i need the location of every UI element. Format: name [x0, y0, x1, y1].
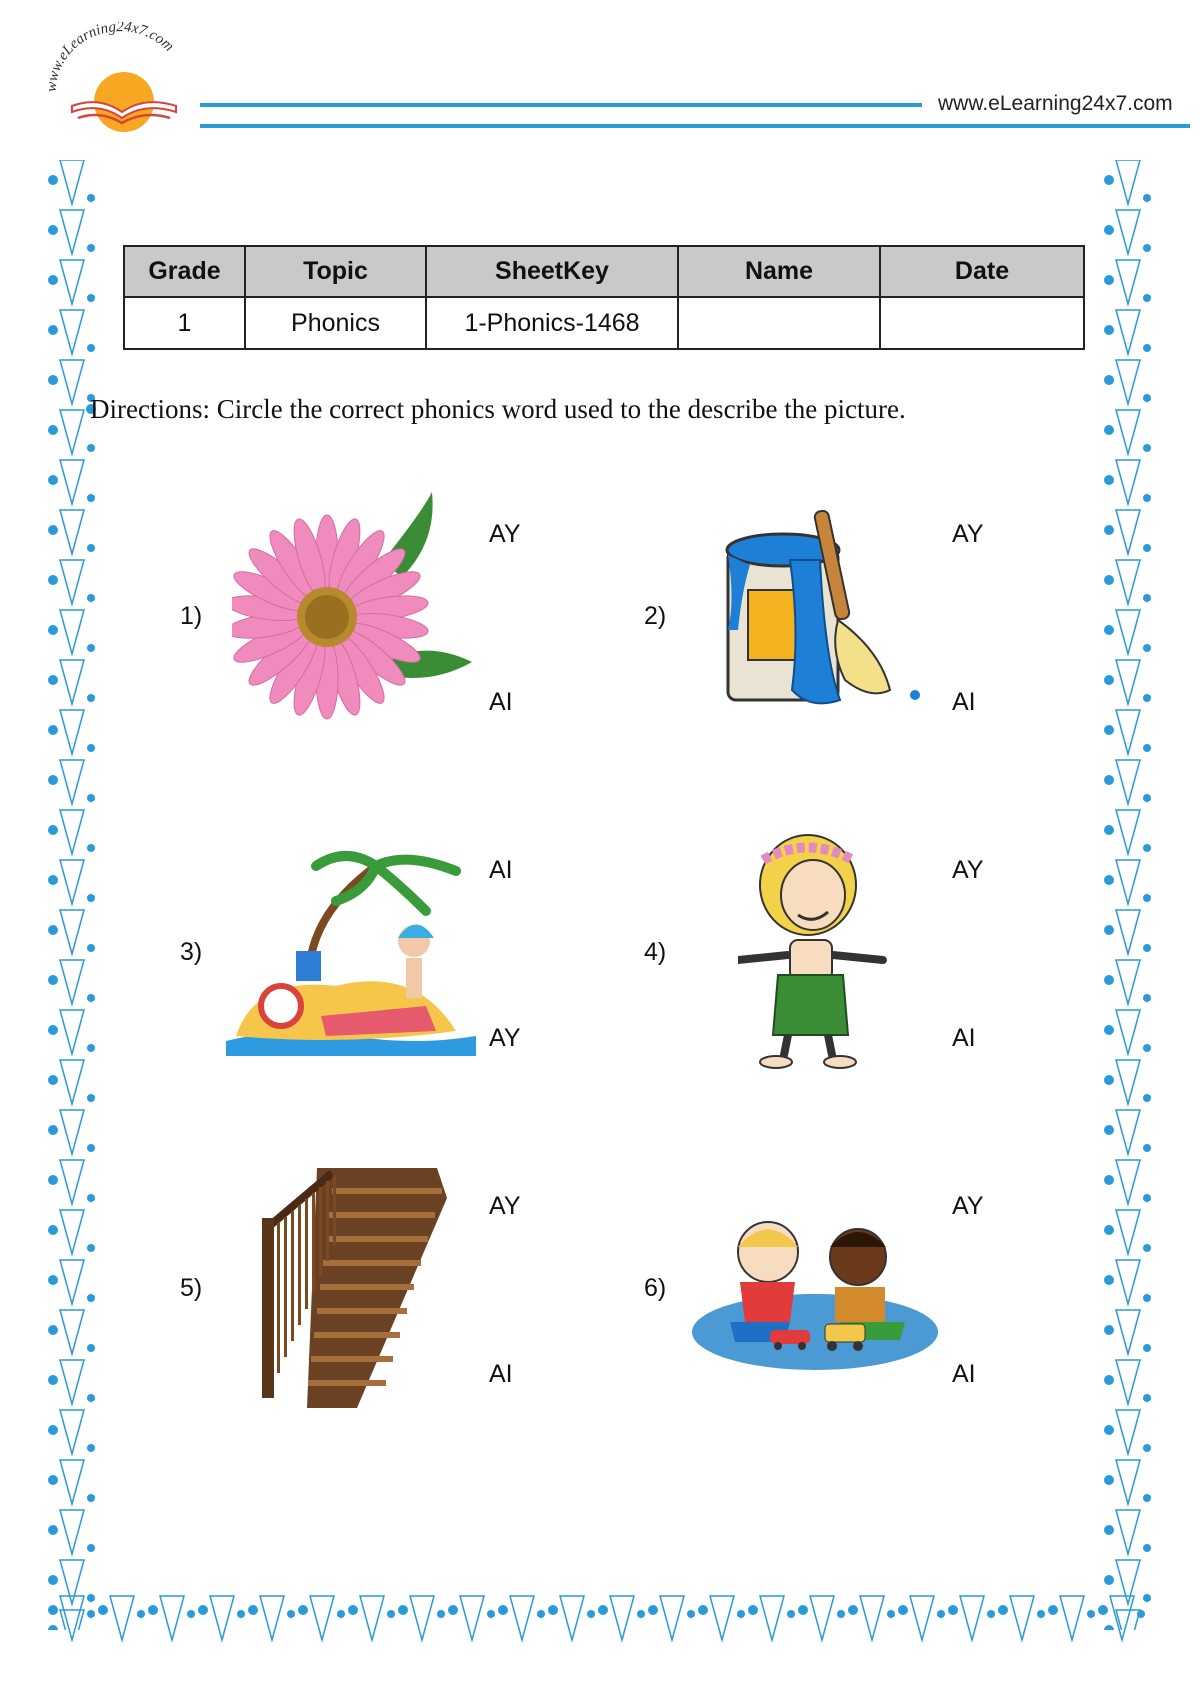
- header-topic: Topic: [245, 246, 426, 297]
- elearning-logo: [44, 22, 204, 142]
- question-1-number: 1): [180, 602, 203, 630]
- header-grade: Grade: [124, 246, 245, 297]
- info-table-value-row: [124, 297, 1084, 349]
- question-5-option-ay[interactable]: AY: [489, 1192, 521, 1220]
- header-line-bottom: [200, 124, 1190, 128]
- info-table-header-row: [124, 246, 1084, 297]
- question-5-option-ai[interactable]: AI: [489, 1360, 513, 1388]
- name-field[interactable]: [678, 297, 880, 349]
- worksheet-info-table: [123, 245, 1085, 350]
- children-playing-picture: [690, 1212, 940, 1372]
- site-url: www.eLearning24x7.com: [938, 92, 1173, 115]
- island-beach-picture: [226, 846, 476, 1056]
- logo-text: www.eLearning24x7.com: [44, 22, 177, 93]
- question-4-number: 4): [644, 938, 667, 966]
- question-6-option-ay[interactable]: AY: [952, 1192, 984, 1220]
- date-field[interactable]: [880, 297, 1084, 349]
- question-2-number: 2): [644, 602, 667, 630]
- question-3-number: 3): [180, 938, 203, 966]
- directions-text: Directions: Circle the correct phonics word used to the describe the picture.: [90, 394, 906, 424]
- hula-dancer-picture: [738, 830, 888, 1070]
- wooden-stairs-picture: [262, 1168, 462, 1408]
- question-1-option-ai[interactable]: AI: [489, 688, 513, 716]
- header-line-top: [200, 103, 922, 107]
- left-border-decoration: [48, 160, 98, 1630]
- grade-value: 1: [124, 297, 245, 349]
- question-6-option-ai[interactable]: AI: [952, 1360, 976, 1388]
- bottom-border-decoration: [48, 1592, 1152, 1644]
- question-1-option-ay[interactable]: AY: [489, 520, 521, 548]
- right-border-decoration: [1104, 160, 1154, 1630]
- paint-can-and-brush-picture: [720, 510, 930, 720]
- question-2-option-ai[interactable]: AI: [952, 688, 976, 716]
- question-5-number: 5): [180, 1274, 203, 1302]
- topic-value: Phonics: [245, 297, 426, 349]
- question-4-option-ay[interactable]: AY: [952, 856, 984, 884]
- daisy-flower-picture: [232, 492, 477, 732]
- header-name: Name: [678, 246, 880, 297]
- header-date: Date: [880, 246, 1084, 297]
- question-3-option-ai[interactable]: AI: [489, 856, 513, 884]
- sheetkey-value: 1-Phonics-1468: [426, 297, 678, 349]
- question-4-option-ai[interactable]: AI: [952, 1024, 976, 1052]
- question-2-option-ay[interactable]: AY: [952, 520, 984, 548]
- header-sheetkey: SheetKey: [426, 246, 678, 297]
- question-6-number: 6): [644, 1274, 667, 1302]
- question-3-option-ay[interactable]: AY: [489, 1024, 521, 1052]
